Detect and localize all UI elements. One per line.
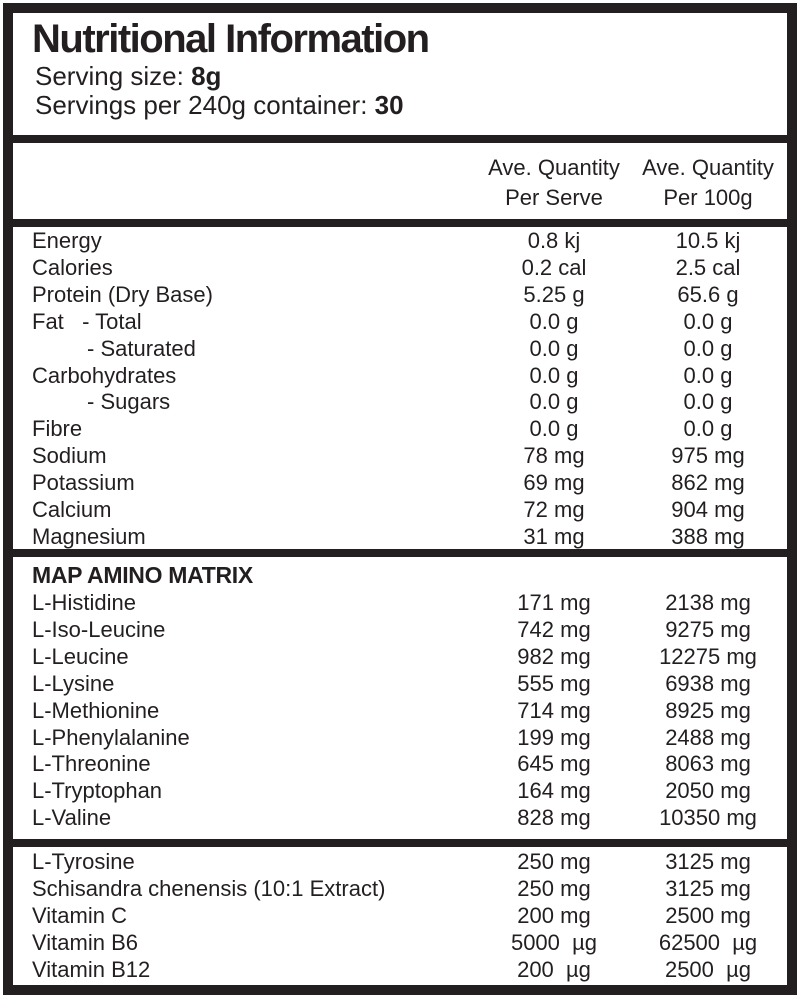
servings-per-container-line [32, 91, 771, 120]
table-row [13, 443, 787, 470]
table-row [13, 255, 787, 282]
per-serve-value: 69 mg [523, 470, 585, 496]
per-100g-value: 0.0 g [683, 389, 733, 415]
per-serve-value: 0.0 g [529, 416, 579, 442]
table-row [13, 805, 787, 832]
per-100g-value: 0.0 g [683, 308, 733, 334]
per-100g-value: 0.0 g [683, 416, 733, 442]
per-100g-value: 65.6 g [677, 281, 739, 307]
table-row [13, 957, 787, 984]
table-row [13, 590, 787, 617]
nutrient-label: Calcium [32, 497, 112, 523]
table-row [13, 671, 787, 698]
nutrient-label: Potassium [32, 470, 135, 496]
per-100g-value: 3125 mg [665, 875, 751, 901]
per-serve-value: 742 mg [517, 616, 591, 642]
column-headers-section [13, 143, 787, 219]
per-serve-header-line2: Per Serve [505, 185, 603, 210]
per-serve-value: 31 mg [523, 523, 585, 549]
per-serve-value: 164 mg [517, 778, 591, 804]
amino-matrix-heading: MAP AMINO MATRIX [32, 562, 253, 588]
per-serve-header-line1: Ave. Quantity [488, 155, 620, 180]
per-100g-header-line2: Per 100g [663, 185, 753, 210]
per-100g-value: 0.0 g [683, 335, 733, 361]
nutrient-label: L-Tryptophan [32, 778, 163, 804]
table-row [13, 725, 787, 752]
table-row [13, 470, 787, 497]
per-100g-value: 2500 mg [665, 902, 751, 928]
serving-size-label: Serving size: [35, 61, 192, 91]
per-100g-value: 388 mg [671, 523, 745, 549]
per-100g-value: 10350 mg [659, 805, 757, 831]
per-100g-value: 2.5 cal [675, 254, 741, 280]
per-serve-value: 78 mg [523, 443, 585, 469]
per-100g-value: 8063 mg [665, 751, 751, 777]
nutrient-label: Vitamin B12 [32, 956, 151, 982]
extras-section [13, 847, 787, 985]
per-100g-value: 8925 mg [665, 697, 751, 723]
per-100g-value: 862 mg [671, 470, 745, 496]
per-100g-value: 62500 µg [658, 929, 758, 955]
per-serve-value: 982 mg [517, 643, 591, 669]
nutrient-label: Sodium [32, 443, 107, 469]
nutrient-label: - Sugars [32, 389, 171, 415]
serving-size-value: 8g [191, 61, 222, 91]
per-serve-value: 200 µg [517, 956, 591, 982]
per-100g-value: 2050 mg [665, 778, 751, 804]
nutrient-label: L-Lysine [32, 670, 115, 696]
nutrient-label: L-Methionine [32, 697, 160, 723]
column-header-spacer [13, 153, 479, 213]
per-100g-value: 12275 mg [659, 643, 757, 669]
per-100g-header-line1: Ave. Quantity [642, 155, 774, 180]
table-row [13, 497, 787, 524]
amino-matrix-section [13, 557, 787, 839]
table-row [13, 617, 787, 644]
nutrient-label: L-Histidine [32, 590, 136, 615]
per-serve-value: 250 mg [517, 849, 591, 874]
per-100g-value: 0.0 g [683, 362, 733, 388]
table-row [13, 389, 787, 416]
nutrient-label: Vitamin B6 [32, 929, 138, 955]
nutrient-label: Fat - Total [32, 308, 142, 334]
nutrient-label: Magnesium [32, 523, 146, 549]
nutrient-label: Energy [32, 228, 102, 253]
table-row [13, 228, 787, 255]
per-100g-value: 9275 mg [665, 616, 751, 642]
nutrient-label: L-Tyrosine [32, 849, 135, 874]
per-serve-value: 72 mg [523, 497, 585, 523]
table-row [13, 416, 787, 443]
nutrient-label: L-Threonine [32, 751, 151, 777]
per-serve-value: 0.2 cal [521, 254, 587, 280]
table-row [13, 336, 787, 363]
nutrition-label [3, 3, 797, 995]
nutrient-label: L-Iso-Leucine [32, 616, 166, 642]
per-serve-value: 5.25 g [523, 281, 585, 307]
table-row [13, 698, 787, 725]
table-row [13, 282, 787, 309]
nutrient-label: Vitamin C [32, 902, 127, 928]
table-row [13, 751, 787, 778]
table-row [13, 930, 787, 957]
table-row [13, 644, 787, 671]
nutrient-label: Carbohydrates [32, 362, 177, 388]
per-serve-value: 645 mg [517, 751, 591, 777]
table-row [13, 778, 787, 805]
servings-per-container-label: Servings per 240g container: [35, 90, 375, 120]
per-serve-value: 171 mg [517, 590, 591, 615]
table-row [13, 849, 787, 876]
column-headers-row [13, 153, 787, 213]
nutrient-label: Protein (Dry Base) [32, 281, 213, 307]
per-100g-value: 2488 mg [665, 724, 751, 750]
table-row [13, 876, 787, 903]
per-serve-value: 199 mg [517, 724, 591, 750]
per-serve-value: 714 mg [517, 697, 591, 723]
per-100g-value: 904 mg [671, 497, 745, 523]
table-row [13, 524, 787, 549]
per-serve-value: 0.0 g [529, 362, 579, 388]
label-header-section [13, 13, 787, 135]
column-header-per-100g [629, 153, 787, 213]
nutrient-label: - Saturated [32, 335, 196, 361]
nutrient-label: L-Phenylalanine [32, 724, 190, 750]
per-serve-value: 0.0 g [529, 335, 579, 361]
per-serve-value: 5000 µg [510, 929, 598, 955]
per-serve-value: 0.8 kj [527, 228, 581, 253]
nutrient-label: Calories [32, 254, 113, 280]
per-100g-value: 2500 µg [664, 956, 752, 982]
table-row [13, 363, 787, 390]
column-header-per-serve [479, 153, 629, 213]
per-100g-value: 10.5 kj [675, 228, 741, 253]
page-title: Nutritional Information [32, 17, 429, 61]
nutrient-label: Fibre [32, 416, 83, 442]
serving-size-line [32, 62, 771, 91]
nutrient-label: L-Leucine [32, 643, 129, 669]
main-nutrients-section [13, 227, 787, 549]
nutrient-label: Schisandra chenensis (10:1 Extract) [32, 875, 386, 901]
per-100g-value: 6938 mg [665, 670, 751, 696]
per-serve-value: 250 mg [517, 875, 591, 901]
per-serve-value: 0.0 g [529, 389, 579, 415]
table-row [13, 903, 787, 930]
per-serve-value: 555 mg [517, 670, 591, 696]
per-100g-value: 2138 mg [665, 590, 751, 615]
servings-per-container-value: 30 [374, 90, 404, 120]
nutrient-label: L-Valine [32, 805, 112, 831]
per-serve-value: 200 mg [517, 902, 591, 928]
per-100g-value: 3125 mg [665, 849, 751, 874]
table-row [13, 309, 787, 336]
per-100g-value: 975 mg [671, 443, 745, 469]
per-serve-value: 828 mg [517, 805, 591, 831]
per-serve-value: 0.0 g [529, 308, 579, 334]
